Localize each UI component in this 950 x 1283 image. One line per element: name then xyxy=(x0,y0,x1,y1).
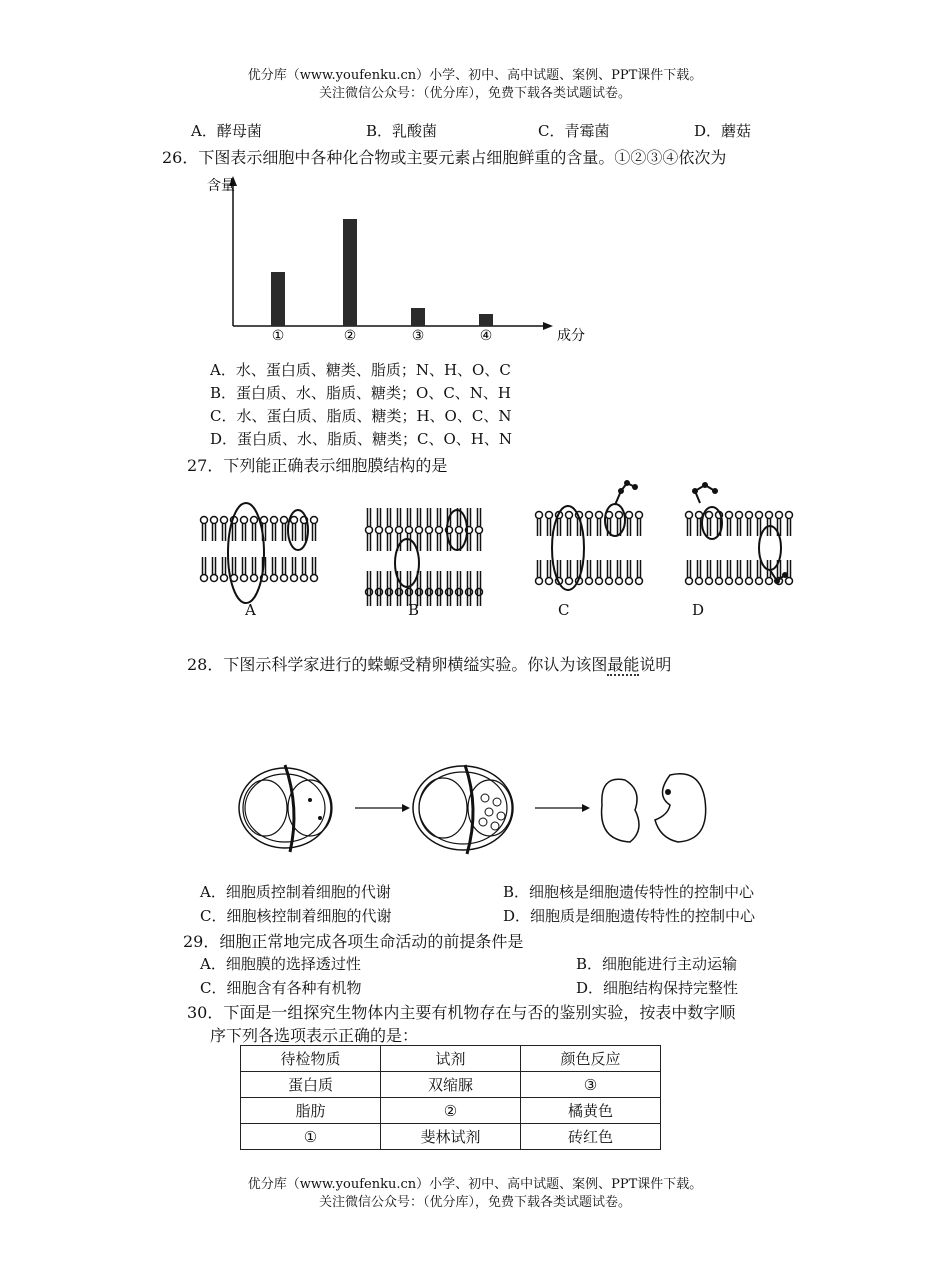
egg-stage-1 xyxy=(239,765,332,852)
q26-bar-chart xyxy=(200,168,585,348)
q30-stem-line2: 序下列各选项表示正确的是： xyxy=(210,1026,419,1045)
table-cell: ① xyxy=(241,1124,381,1150)
table-row xyxy=(241,1124,661,1150)
q25-option-a: A．酵母菌 xyxy=(191,122,262,140)
q26-option-c: C．水、蛋白质、脂质、糖类；H、O、C、N xyxy=(210,407,512,425)
q26-option-d: D．蛋白质、水、脂质、糖类；C、O、H、N xyxy=(210,430,513,448)
q25-option-d: D．蘑菇 xyxy=(694,122,752,140)
table-cell: 蛋白质 xyxy=(241,1072,381,1098)
q25-option-c: C．青霉菌 xyxy=(538,122,610,140)
membrane-diagram-c xyxy=(536,480,643,590)
q28-stem-emphasis: 最能 xyxy=(607,655,640,674)
q27-stem: 27．下列能正确表示细胞膜结构的是 xyxy=(187,456,448,475)
salamander-egg-experiment xyxy=(230,760,730,860)
q27-label-b: B xyxy=(408,601,420,619)
table-cell: 脂肪 xyxy=(241,1098,381,1124)
table-row xyxy=(241,1072,661,1098)
table-cell: 待检物质 xyxy=(241,1046,381,1072)
egg-stage-2 xyxy=(413,765,513,854)
bar xyxy=(479,314,493,326)
page-footer-line1: 优分库（www.youfenku.cn）小学、初中、高中试题、案例、PPT课件下载。 xyxy=(247,1177,703,1192)
membrane-diagram-d xyxy=(686,482,793,585)
x-axis-arrow xyxy=(543,322,553,330)
q28-option-c: C．细胞核控制着细胞的代谢 xyxy=(200,907,392,925)
x-tick-label: ① xyxy=(271,328,285,344)
membrane-diagram-b xyxy=(366,508,483,606)
membrane-diagrams xyxy=(190,478,820,618)
bar xyxy=(411,308,425,326)
q30-stem-line1: 30．下面是一组探究生物体内主要有机物存在与否的鉴别实验，按表中数字顺 xyxy=(187,1003,736,1022)
q26-option-b: B．蛋白质、水、脂质、糖类；O、C、N、H xyxy=(210,384,512,402)
table-cell: 砖红色 xyxy=(521,1124,661,1150)
table-header-row xyxy=(241,1046,661,1072)
q28-stem xyxy=(187,652,671,675)
page-footer-line2: 关注微信公众号：（优分库），免费下载各类试题试卷。 xyxy=(318,1195,631,1210)
q26-option-a: A．水、蛋白质、糖类、脂质；N、H、O、C xyxy=(210,361,511,379)
table-cell: ② xyxy=(381,1098,521,1124)
page-header-line2: 关注微信公众号：（优分库），免费下载各类试题试卷。 xyxy=(318,86,631,101)
reagent-table xyxy=(240,1045,661,1150)
bar xyxy=(343,219,357,326)
q27-label-d: D xyxy=(692,601,705,619)
q29-stem: 29．细胞正常地完成各项生命活动的前提条件是 xyxy=(183,932,524,951)
q29-option-d: D．细胞结构保持完整性 xyxy=(576,979,739,997)
table-cell: 双缩脲 xyxy=(381,1072,521,1098)
bar xyxy=(271,272,285,326)
page-header-line1: 优分库（www.youfenku.cn）小学、初中、高中试题、案例、PPT课件下载。 xyxy=(247,68,703,83)
x-tick-label: ② xyxy=(343,328,357,344)
table-cell: 试剂 xyxy=(381,1046,521,1072)
table-cell: 颜色反应 xyxy=(521,1046,661,1072)
q28-stem-pre: 28．下图示科学家进行的蝾螈受精卵横缢实验。你认为该图 xyxy=(187,655,608,674)
q28-stem-post: 说明 xyxy=(639,655,672,674)
membrane-diagram-a xyxy=(201,503,318,603)
q27-label-c: C xyxy=(558,601,570,619)
q28-option-a: A．细胞质控制着细胞的代谢 xyxy=(200,883,391,901)
q27-label-a: A xyxy=(245,601,256,619)
q28-option-b: B．细胞核是细胞遗传特性的控制中心 xyxy=(503,883,755,901)
x-tick-label: ④ xyxy=(479,328,493,344)
table-cell: ③ xyxy=(521,1072,661,1098)
q25-option-b: B．乳酸菌 xyxy=(366,122,438,140)
x-tick-label: ③ xyxy=(411,328,425,344)
q29-option-b: B．细胞能进行主动运输 xyxy=(576,955,738,973)
table-row xyxy=(241,1098,661,1124)
table-cell: 橘黄色 xyxy=(521,1098,661,1124)
q26-stem: 26．下图表示细胞中各种化合物或主要元素占细胞鲜重的含量。①②③④依次为 xyxy=(162,148,727,167)
q29-option-c: C．细胞含有各种有机物 xyxy=(200,979,362,997)
q29-option-a: A．细胞膜的选择透过性 xyxy=(200,955,361,973)
x-axis-label: 成分 xyxy=(557,328,585,344)
table-cell: 斐林试剂 xyxy=(381,1124,521,1150)
y-axis-label: 含量 xyxy=(207,178,235,194)
q28-option-d: D．细胞质是细胞遗传特性的控制中心 xyxy=(503,907,756,925)
